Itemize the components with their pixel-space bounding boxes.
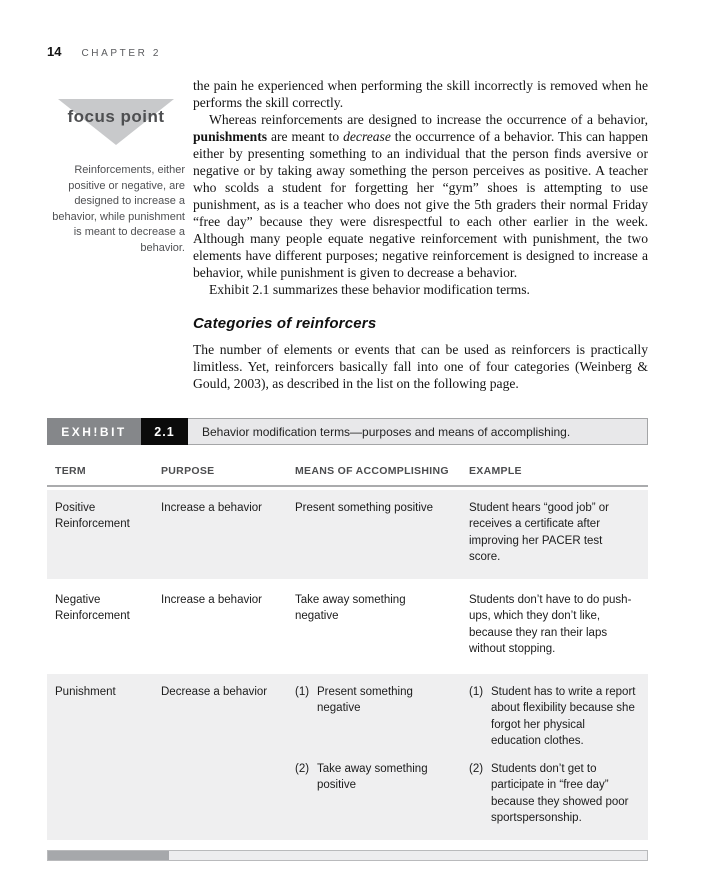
column-header-purpose: PURPOSE — [161, 465, 215, 477]
page-header — [47, 44, 648, 59]
body-text-column — [193, 77, 648, 392]
example-text: Student has to write a report about flexibility because she forgot her physical education clothes. — [491, 685, 636, 747]
example-cell: Student hears “good job” or receives a certificate after improving her PACER test score. — [469, 501, 610, 563]
example-text: Students don’t get to participate in “free day” because they showed poor sportspersonship. — [491, 762, 629, 824]
body-paragraph-2 — [193, 111, 648, 281]
page-number: 14 — [47, 44, 62, 59]
para2-segment-0: Whereas reinforcements are designed to increase the occurrence of a behavior, — [209, 112, 648, 127]
content-row — [47, 77, 648, 392]
example-item-2 — [461, 761, 648, 827]
table-header-row — [47, 455, 648, 487]
means-item-1 — [287, 684, 461, 750]
focus-point-text: Reinforcements, either positive or negative, are designed to increase a behavior, while punishment is meant to decrease a behavior. — [52, 164, 185, 254]
exhibit-footer-bar — [47, 850, 648, 861]
exhibit-table — [47, 455, 648, 840]
para2-italic-decrease: decrease — [343, 129, 391, 144]
means-item-2 — [287, 761, 461, 827]
body-paragraph-1: the pain he experienced when performing the skill incorrectly is removed when he performs the skill correctly. — [193, 78, 648, 110]
section-heading: Categories of reinforcers — [193, 315, 377, 332]
item-number: (2) — [469, 762, 484, 775]
focus-point-label: focus point — [67, 107, 165, 126]
exhibit-2-1 — [47, 418, 648, 861]
item-number: (1) — [295, 685, 310, 698]
punishment-sub-row-1 — [287, 684, 648, 750]
exhibit-label-badge: EXH!BIT — [47, 418, 141, 445]
exhibit-title: Behavior modification terms—purposes and means of accomplishing. — [188, 418, 648, 445]
table-row-punishment — [47, 674, 648, 840]
para2-segment-4: the occurrence of a behavior. This can happen either by presenting something to an individual that the person finds aversive or negative or by taking away something the person perceives as positive. A teacher who scolds a student for forgetting her “gym” shoes is attempting to use punishment, as is a teacher who does not give the 5th graders their normal Friday “free day” because they were disrespectful to each other earlier in the week. Although many people equate negative reinforcement with punishment, the two elements have different purposes; negative reinforcement is designed to increase a behavior, while punishment is given to decrease a behavior. — [193, 129, 648, 280]
item-number: (1) — [469, 685, 484, 698]
exhibit-number-badge: 2.1 — [141, 418, 188, 445]
example-cell: Students don’t have to do push-ups, which they don’t like, because they ran their laps without stopping. — [469, 593, 632, 655]
means-text: Take away something positive — [317, 762, 428, 791]
purpose-cell: Increase a behavior — [161, 501, 263, 514]
example-item-1 — [461, 684, 648, 750]
focus-point-graphic — [47, 99, 185, 151]
means-cell: Present something positive — [295, 501, 434, 514]
means-cell: Take away something negative — [295, 593, 406, 622]
table-row-positive-reinforcement — [47, 490, 648, 579]
body-paragraph-4: The number of elements or events that can be used as reinforcers is practically limitless. Yet, reinforcers basically fall into one of four categories (Weinberg & Gould, 2003), as described in the list on the following page. — [193, 342, 648, 391]
purpose-cell: Decrease a behavior — [161, 685, 268, 698]
exhibit-footer-bar-fill — [48, 851, 169, 860]
table-row-negative-reinforcement — [47, 582, 648, 671]
term-cell: Punishment — [55, 685, 116, 698]
term-cell: Positive Reinforcement — [55, 501, 130, 530]
exhibit-header — [47, 418, 648, 445]
para2-segment-2: are meant to — [267, 129, 344, 144]
punishment-sub-row-2 — [287, 761, 648, 827]
column-header-means: MEANS OF ACCOMPLISHING — [295, 465, 449, 477]
means-text: Present something negative — [317, 685, 413, 714]
item-number: (2) — [295, 762, 310, 775]
chapter-label: CHAPTER 2 — [81, 48, 161, 59]
punishment-sub-rows — [287, 684, 648, 827]
term-cell: Negative Reinforcement — [55, 593, 130, 622]
column-header-example: EXAMPLE — [469, 465, 522, 477]
purpose-cell: Increase a behavior — [161, 593, 263, 606]
para2-bold-punishments: punishments — [193, 129, 268, 144]
body-paragraph-3: Exhibit 2.1 summarizes these behavior modification terms. — [209, 282, 530, 297]
focus-point-sidebar — [47, 77, 193, 392]
column-header-term: TERM — [55, 465, 86, 477]
